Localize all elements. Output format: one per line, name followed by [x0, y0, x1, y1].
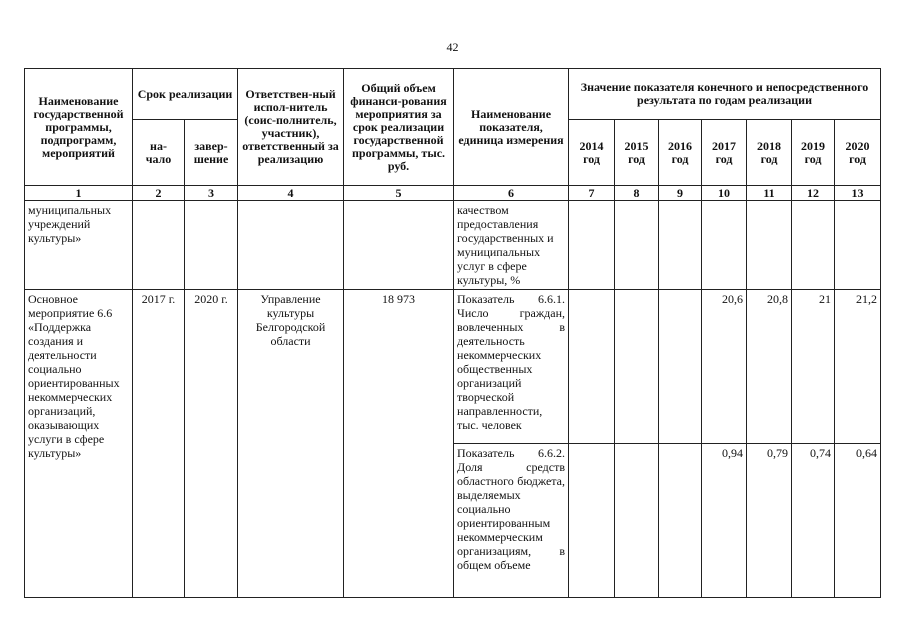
- value-cell: 0,74: [792, 444, 835, 598]
- value-cell: [569, 444, 615, 598]
- measure-start: 2017 г.: [133, 290, 185, 598]
- indicator-6-6-2: Показатель 6.6.2. Доля средств областного бюджета, выделяемых социально ориентированным некоммерческим организациям, в общем объеме: [454, 444, 569, 598]
- column-number: 13: [835, 186, 881, 201]
- value-cell: [615, 444, 659, 598]
- column-number: 4: [238, 186, 344, 201]
- empty-cell: [702, 201, 747, 290]
- indicator-6-6-1: Показатель 6.6.1. Число граждан, вовлеченных в деятельность некоммерческих общественных организаций творческой направленности, тыс. человек: [454, 290, 569, 444]
- value-cell: 21,2: [835, 290, 881, 444]
- header-year-2016: 2016 год: [659, 120, 702, 186]
- value-cell: 20,8: [747, 290, 792, 444]
- header-period: Срок реализации: [133, 69, 238, 120]
- value-cell: [659, 444, 702, 598]
- column-number: 11: [747, 186, 792, 201]
- header-year-2018: 2018 год: [747, 120, 792, 186]
- empty-cell: [344, 201, 454, 290]
- value-cell: 0,94: [702, 444, 747, 598]
- measure-executor: Управление культуры Белгородской области: [238, 290, 344, 598]
- measure-funding: 18 973: [344, 290, 454, 598]
- column-number: 2: [133, 186, 185, 201]
- header-year-2015: 2015 год: [615, 120, 659, 186]
- measure-name-continued: муниципальных учреждений культуры»: [25, 201, 133, 290]
- header-year-2017: 2017 год: [702, 120, 747, 186]
- empty-cell: [747, 201, 792, 290]
- header-start: на- чало: [133, 120, 185, 186]
- empty-cell: [133, 201, 185, 290]
- column-number: 7: [569, 186, 615, 201]
- empty-cell: [569, 201, 615, 290]
- header-year-2020: 2020 год: [835, 120, 881, 186]
- header-values-caption: Значение показателя конечного и непосредственного результата по годам реализации: [569, 69, 881, 120]
- program-table: [24, 68, 881, 598]
- column-number: 8: [615, 186, 659, 201]
- header-indicator: Наименование показателя, единица измерения: [454, 69, 569, 186]
- indicator-continued: качеством предоставления государственных и муниципальных услуг в сфере культуры, %: [454, 201, 569, 290]
- column-number: 12: [792, 186, 835, 201]
- value-cell: 0,79: [747, 444, 792, 598]
- empty-cell: [185, 201, 238, 290]
- empty-cell: [835, 201, 881, 290]
- column-number: 1: [25, 186, 133, 201]
- measure-end: 2020 г.: [185, 290, 238, 598]
- value-cell: [569, 290, 615, 444]
- column-number: 10: [702, 186, 747, 201]
- column-number: 3: [185, 186, 238, 201]
- empty-cell: [615, 201, 659, 290]
- empty-cell: [238, 201, 344, 290]
- value-cell: 0,64: [835, 444, 881, 598]
- empty-cell: [659, 201, 702, 290]
- value-cell: 20,6: [702, 290, 747, 444]
- column-number: 9: [659, 186, 702, 201]
- header-program-name: Наименование государственной программы, подпрограмм, мероприятий: [25, 69, 133, 186]
- header-row-1: [25, 69, 881, 120]
- page-number: 42: [446, 40, 459, 54]
- header-end: завер- шение: [185, 120, 238, 186]
- header-year-2014: 2014 год: [569, 120, 615, 186]
- column-numbers-row: [25, 186, 881, 201]
- header-executor: Ответствен-ный испол-нитель (соис-полнитель, участник), ответственный за реализацию: [238, 69, 344, 186]
- table-row: [25, 290, 881, 444]
- value-cell: [615, 290, 659, 444]
- header-funding: Общий объем финанси-рования мероприятия за срок реализации государственной программы, тыс. руб.: [344, 69, 454, 186]
- column-number: 6: [454, 186, 569, 201]
- measure-name: Основное мероприятие 6.6 «Поддержка создания и деятельности социально ориентированных некоммерческих организаций, оказывающих услуги в сфере культуры»: [25, 290, 133, 598]
- empty-cell: [792, 201, 835, 290]
- header-year-2019: 2019 год: [792, 120, 835, 186]
- table-row: [25, 201, 881, 290]
- value-cell: [659, 290, 702, 444]
- value-cell: 21: [792, 290, 835, 444]
- column-number: 5: [344, 186, 454, 201]
